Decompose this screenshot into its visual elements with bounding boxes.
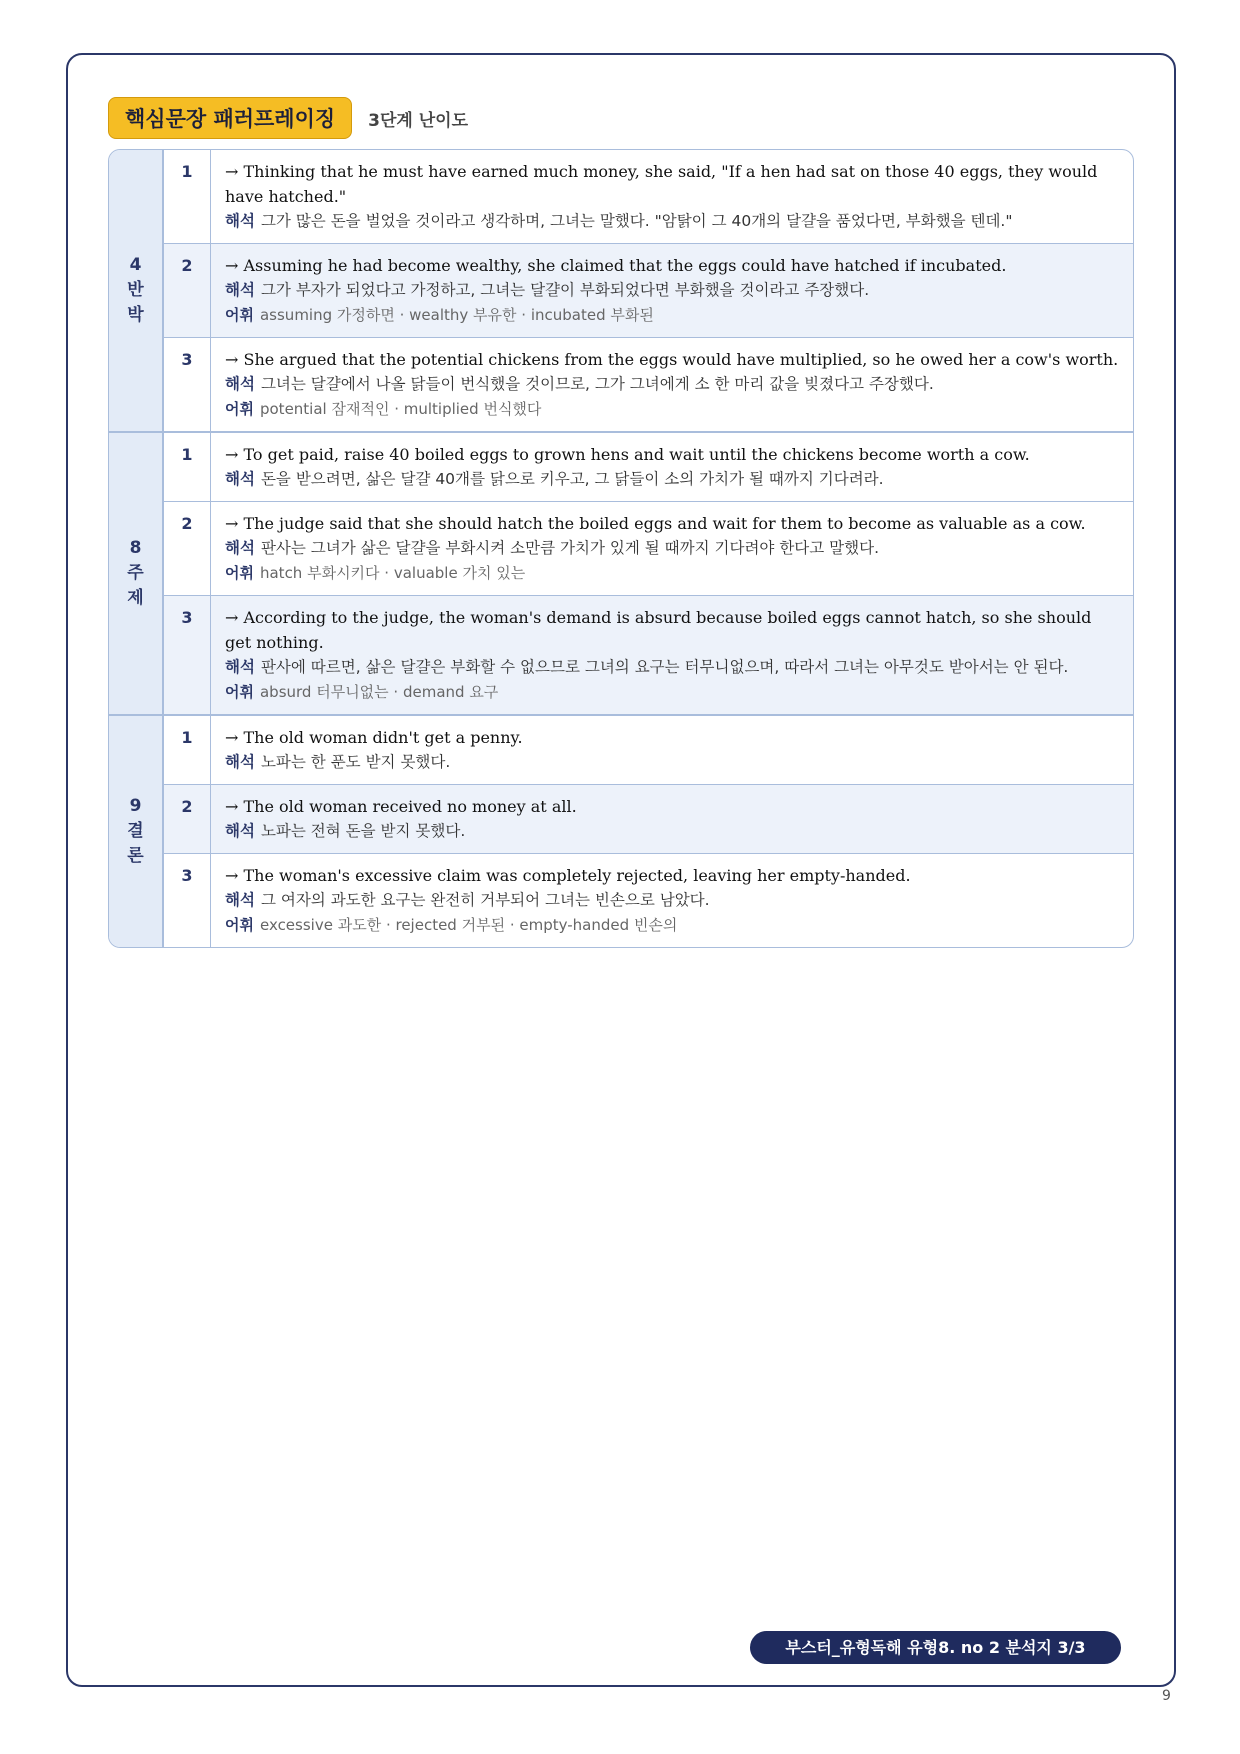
- english-sentence: → The judge said that she should hatch the boiled eggs and wait for them to become as valuable as a cow.: [225, 514, 1086, 533]
- translation-tag: 해석: [225, 891, 255, 909]
- sentence-row: [164, 595, 1133, 714]
- sentence-row: [164, 243, 1133, 337]
- english-sentence: → To get paid, raise 40 boiled eggs to grown hens and wait until the chickens become worth a cow.: [225, 445, 1030, 464]
- korean-translation: 노파는 한 푼도 받지 못했다.: [260, 753, 451, 771]
- korean-translation: 판사는 그녀가 삶은 달걀을 부화시켜 소만큼 가치가 있게 될 때까지 기다려야 한다고 말했다.: [260, 539, 880, 557]
- translation-tag: 해석: [225, 375, 255, 393]
- korean-translation: 노파는 전혀 돈을 받지 못했다.: [260, 822, 466, 840]
- row-number: 2: [164, 502, 211, 595]
- english-sentence: → Assuming he had become wealthy, she claimed that the eggs could have hatched if incubated.: [225, 256, 1007, 275]
- group-label-char: 4: [129, 255, 142, 275]
- sentence-row: [164, 337, 1133, 431]
- difficulty-level: 3단계 난이도: [368, 110, 469, 131]
- english-sentence: → The woman's excessive claim was completely rejected, leaving her empty-handed.: [225, 866, 911, 885]
- row-number: 3: [164, 596, 211, 714]
- group-label: [109, 433, 164, 714]
- translation-tag: 해석: [225, 753, 255, 771]
- group-label-char: 박: [127, 305, 144, 325]
- korean-translation: 돈을 받으려면, 삶은 달걀 40개를 닭으로 키우고, 그 닭들이 소의 가치가 될 때까지 기다려라.: [260, 470, 884, 488]
- english-sentence: → She argued that the potential chickens from the eggs would have multiplied, so he owed her a cow's worth.: [225, 350, 1119, 369]
- row-number: 1: [164, 433, 211, 501]
- translation-tag: 해석: [225, 658, 255, 676]
- vocab-list: assuming 가정하면 · wealthy 부유한 · incubated 부화된: [259, 306, 654, 324]
- translation-tag: 해석: [225, 281, 255, 299]
- row-number: 3: [164, 338, 211, 431]
- section-header: [108, 96, 468, 140]
- group-label-char: 결: [127, 821, 144, 841]
- group-label-char: 반: [127, 280, 144, 300]
- korean-translation: 그가 많은 돈을 벌었을 것이라고 생각하며, 그녀는 말했다. "암탉이 그 40개의 달걀을 품었다면, 부화했을 텐데.": [260, 212, 1013, 230]
- korean-translation: 판사에 따르면, 삶은 달걀은 부화할 수 없으므로 그녀의 요구는 터무니없으며, 따라서 그녀는 아무것도 받아서는 안 된다.: [260, 658, 1069, 676]
- vocab-list: hatch 부화시키다 · valuable 가치 있는: [259, 564, 526, 582]
- translation-tag: 해석: [225, 822, 255, 840]
- group-label-char: 9: [129, 796, 142, 816]
- section-title-badge: 핵심문장 패러프레이징: [108, 97, 352, 139]
- korean-translation: 그가 부자가 되었다고 가정하고, 그녀는 달걀이 부화되었다면 부화했을 것이라고 주장했다.: [260, 281, 870, 299]
- sentence-row: [164, 501, 1133, 595]
- group-label-char: 론: [127, 846, 144, 866]
- row-number: 1: [164, 150, 211, 243]
- group-label-char: 주: [127, 563, 144, 583]
- translation-tag: 해석: [225, 470, 255, 488]
- paragraph-group-9: [109, 714, 1133, 947]
- sentence-row: [164, 716, 1133, 784]
- group-label-char: 8: [129, 538, 142, 558]
- english-sentence: → According to the judge, the woman's demand is absurd because boiled eggs cannot hatch, so she should get nothing.: [225, 608, 1092, 652]
- sentence-row: [164, 150, 1133, 243]
- sentence-row: [164, 433, 1133, 501]
- group-label: [109, 716, 164, 947]
- row-number: 2: [164, 244, 211, 337]
- vocab-list: absurd 터무니없는 · demand 요구: [259, 683, 499, 701]
- group-label: [109, 150, 164, 431]
- vocab-list: excessive 과도한 · rejected 거부된 · empty-handed 빈손의: [259, 916, 678, 934]
- vocab-tag: 어휘: [225, 400, 254, 418]
- vocab-list: potential 잠재적인 · multiplied 번식했다: [259, 400, 542, 418]
- korean-translation: 그녀는 달걀에서 나올 닭들이 번식했을 것이므로, 그가 그녀에게 소 한 마리 값을 빚졌다고 주장했다.: [260, 375, 934, 393]
- group-label-char: 제: [127, 588, 144, 608]
- row-number: 3: [164, 854, 211, 947]
- vocab-tag: 어휘: [225, 683, 254, 701]
- english-sentence: → The old woman received no money at all.: [225, 797, 577, 816]
- vocab-tag: 어휘: [225, 916, 254, 934]
- paragraph-group-8: [109, 431, 1133, 714]
- sentence-row: [164, 784, 1133, 853]
- footer-label: 부스터_유형독해 유형8. no 2 분석지 3/3: [750, 1631, 1121, 1664]
- english-sentence: → Thinking that he must have earned much money, she said, "If a hen had sat on those 40 eggs, they would have hatched.": [225, 162, 1098, 206]
- row-number: 1: [164, 716, 211, 784]
- english-sentence: → The old woman didn't get a penny.: [225, 728, 523, 747]
- korean-translation: 그 여자의 과도한 요구는 완전히 거부되어 그녀는 빈손으로 남았다.: [260, 891, 710, 909]
- paragraph-group-4: [109, 150, 1133, 431]
- vocab-tag: 어휘: [225, 564, 254, 582]
- translation-tag: 해석: [225, 539, 255, 557]
- vocab-tag: 어휘: [225, 306, 254, 324]
- row-number: 2: [164, 785, 211, 853]
- sentence-row: [164, 853, 1133, 947]
- page-number: 9: [1162, 1688, 1171, 1704]
- paraphrase-table: [108, 149, 1134, 948]
- translation-tag: 해석: [225, 212, 255, 230]
